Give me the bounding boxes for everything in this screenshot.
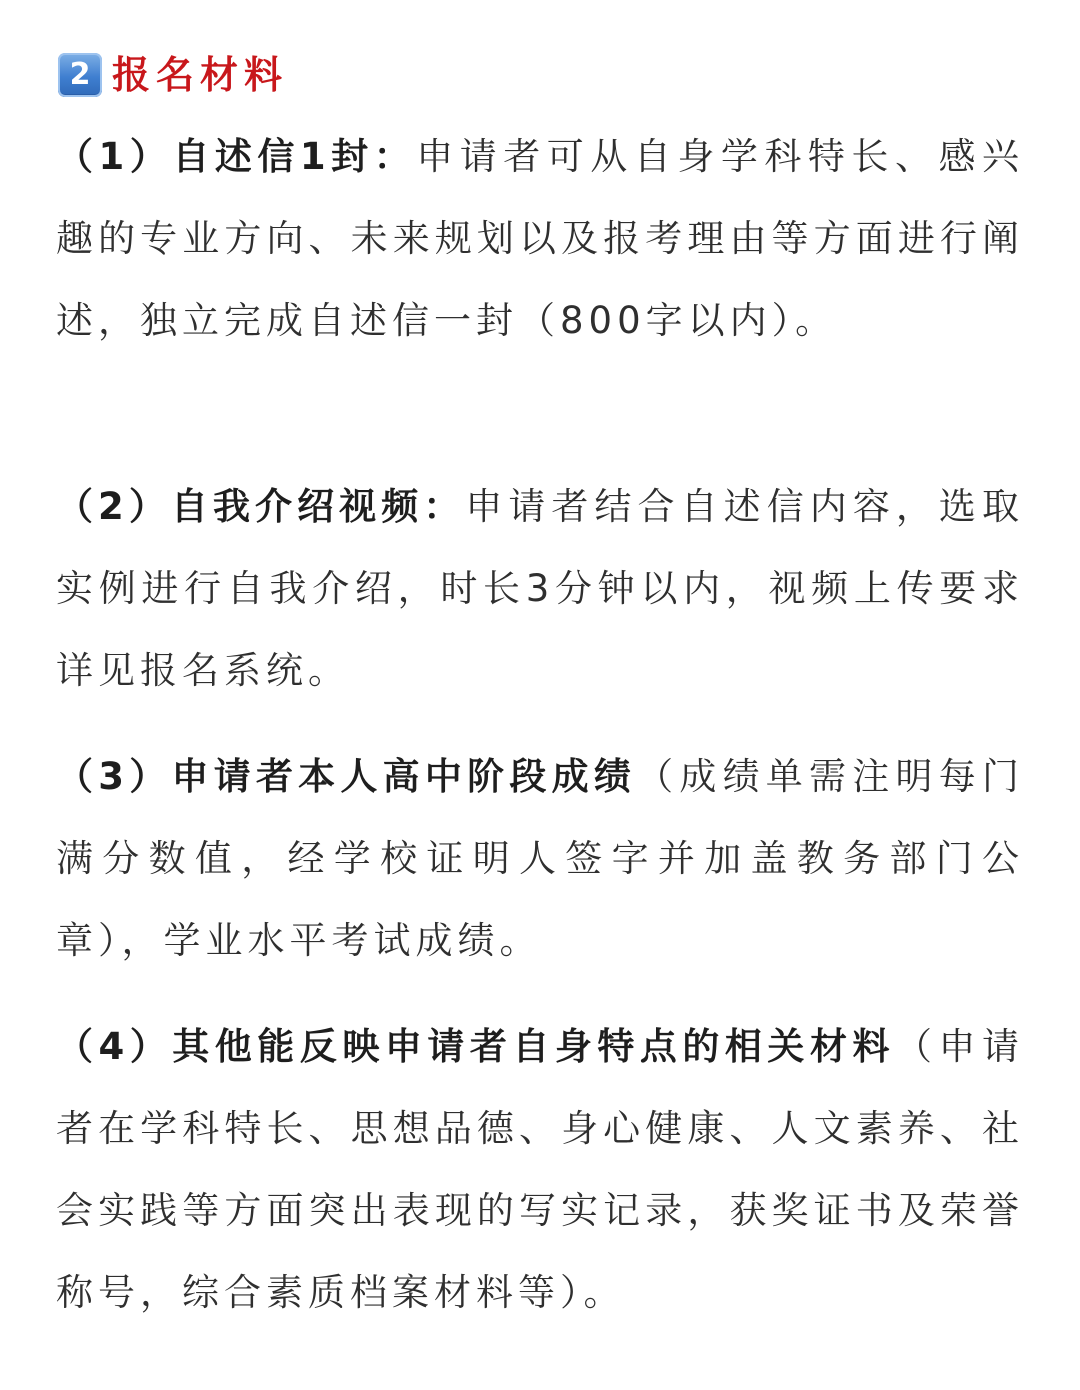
material-item-2 [56, 466, 1024, 712]
material-item-1-body: 申请者可从自身学科特长、感兴趣的专业方向、未来规划以及报考理由等方面进行阐述，独立完成自述信一封（800字以内）。 [56, 135, 1024, 342]
section-title: 报名材料 [112, 53, 289, 97]
material-item-2-body: 申请者结合自述信内容，选取实例进行自我介绍，时长3分钟以内，视频上传要求详见报名系统。 [56, 485, 1024, 692]
material-item-2-lead: （2）自我介绍视频： [56, 485, 466, 528]
material-item-4-body: （申请者在学科特长、思想品德、身心健康、人文素养、社会实践等方面突出表现的写实记录，获奖证书及荣誉称号，综合素质档案材料等）。 [56, 1025, 1025, 1314]
keycap-number-icon: 2 [58, 53, 102, 97]
material-item-4 [56, 1006, 1024, 1334]
material-item-1 [56, 116, 1024, 362]
material-item-3 [56, 736, 1024, 982]
material-item-3-body: （成绩单需注明每门满分数值，经学校证明人签字并加盖教务部门公章），学业水平考试成绩。 [56, 755, 1025, 962]
material-item-1-lead: （1）自述信1封： [56, 135, 417, 178]
material-item-4-lead: （4）其他能反映申请者自身特点的相关材料 [56, 1025, 895, 1068]
section-heading [58, 50, 288, 100]
material-item-3-lead: （3）申请者本人高中阶段成绩 [56, 755, 637, 798]
